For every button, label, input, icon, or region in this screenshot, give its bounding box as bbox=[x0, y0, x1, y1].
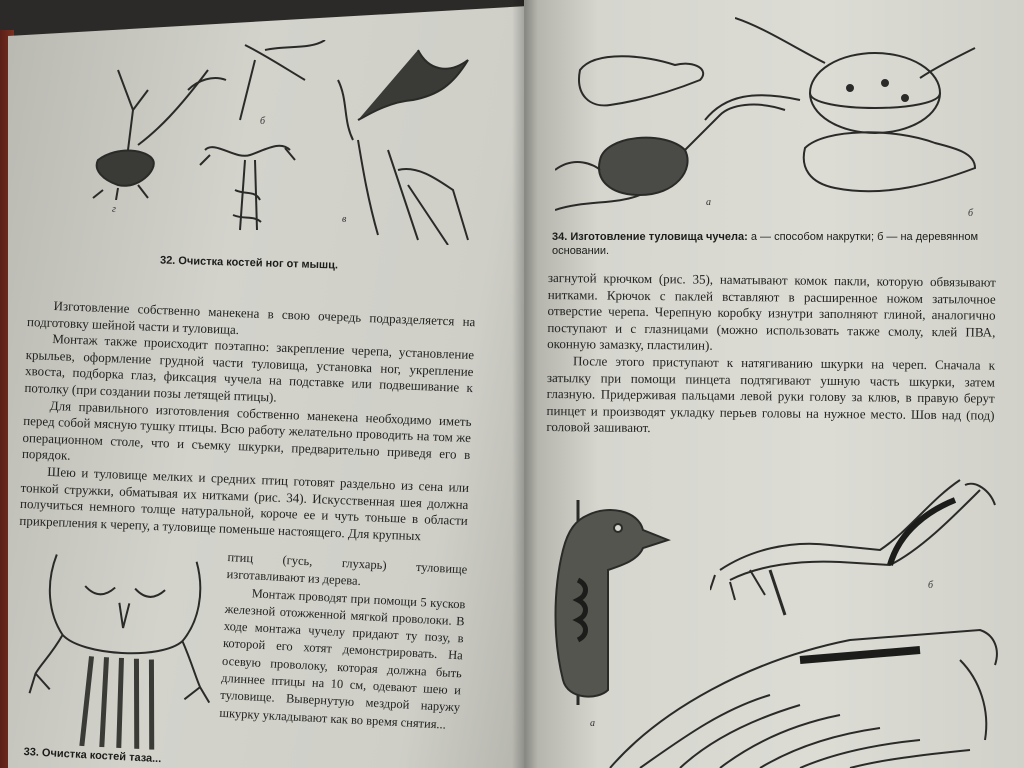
left-narrow-text bbox=[219, 549, 468, 734]
figure-32-letter-b: б bbox=[260, 116, 266, 127]
book-gutter bbox=[512, 0, 538, 768]
right-main-text bbox=[546, 270, 996, 441]
figure-35-drawing-wing bbox=[600, 600, 1020, 768]
right-paragraph-1: загнутой крючком (рис. 35), наматывают комок пакли, которую обвязывают нитками. Крючок с паклей вставляют в расширенное ножом затылочное отверстие черепа. Черепную коробку изнутри заполняют глиной, аналогично поступают и с глазницами (можно использовать также смолу, клей ПВА, оконную замазку, пластилин). bbox=[547, 270, 996, 354]
figure-32-caption: 32. Очистка костей ног от мышц. bbox=[159, 254, 339, 272]
figure-33-caption: 33. Очистка костей таза... bbox=[23, 745, 162, 766]
left-paragraph-2: Монтаж также происходит поэтапно: закрепление черепа, установление крыльев, оформление грудной части туловища, установка ног, укрепление хвоста, подборка глаз, фиксация чучела на подставке или подвешивание к потолку (при создании позы летящей птицы). bbox=[24, 331, 475, 405]
figure-35-drawing-b bbox=[710, 470, 1000, 620]
left-paragraph-4: Шею и туловище мелких и средних птиц готовят раздельно из сена или тонкой стружки, обматывая их нитками (рис. 34). Искусственная шея должна получиться немного толще натуральной, короче ее и чуть тоньше в области прикрепления к черепу, а туловище поменьше настоящего. Для крупных bbox=[19, 463, 470, 543]
left-paragraph-1: Изготовление собственно манекена в свою очередь подразделяется на подготовку шейной части и туловища. bbox=[26, 297, 476, 337]
left-main-text bbox=[19, 297, 476, 546]
figure-35-letter-a: а bbox=[590, 718, 595, 729]
figure-34-caption-number: 34. Изготовление туловища чучела: bbox=[552, 231, 748, 243]
figure-32-drawing-b bbox=[195, 40, 330, 240]
left-paragraph-3: Для правильного изготовления собственно манекена необходимо иметь перед собой мясную тушку птицы. Всю работу желательно проводить на том же операционном столе, что и съемку шкурки, предварительно приведя его в порядок. bbox=[21, 397, 472, 464]
figure-33-drawing bbox=[17, 543, 227, 753]
figure-34-caption-rest: а — способом накрутки; б — на деревянном основании. bbox=[552, 231, 979, 257]
figure-32-letter-g: г bbox=[112, 204, 116, 215]
figure-34-letter-b: б bbox=[968, 208, 974, 219]
figure-34-caption bbox=[552, 230, 1012, 258]
figure-34-letter-a: а bbox=[706, 197, 711, 208]
figure-32-drawing-v bbox=[328, 40, 473, 245]
figure-35-letter-b: б bbox=[928, 580, 934, 591]
figure-32-letter-v: в bbox=[342, 214, 347, 225]
figure-34-drawing-b bbox=[735, 8, 995, 208]
narrow-paragraph-2: Монтаж проводят при помощи 5 кусков железной отожженной мягкой проволоки. В ходе монтажа чучелу придают ту позу, в которой его хотят демонстрировать. На осевую проволоку, которая должна быть длиннее птицы на 10 см, одевают шею и туловище. Вывернутую мездрой наружу шкурку укладывают как во время снятия... bbox=[219, 585, 466, 732]
right-paragraph-2: После этого приступают к натягиванию шкурки на череп. Сначала к затылку при помощи пинцета подтягивают ушную часть шкурки, затем глазную. Придерживая пальцами левой руки голову за клюв, в правую берут пинцет и производят укладку перьев головы на нужное место. Шов над (под) головой зашивают. bbox=[546, 353, 996, 436]
narrow-paragraph-1: птиц (гусь, глухарь) туловище изготавливают из дерева. bbox=[226, 549, 468, 589]
